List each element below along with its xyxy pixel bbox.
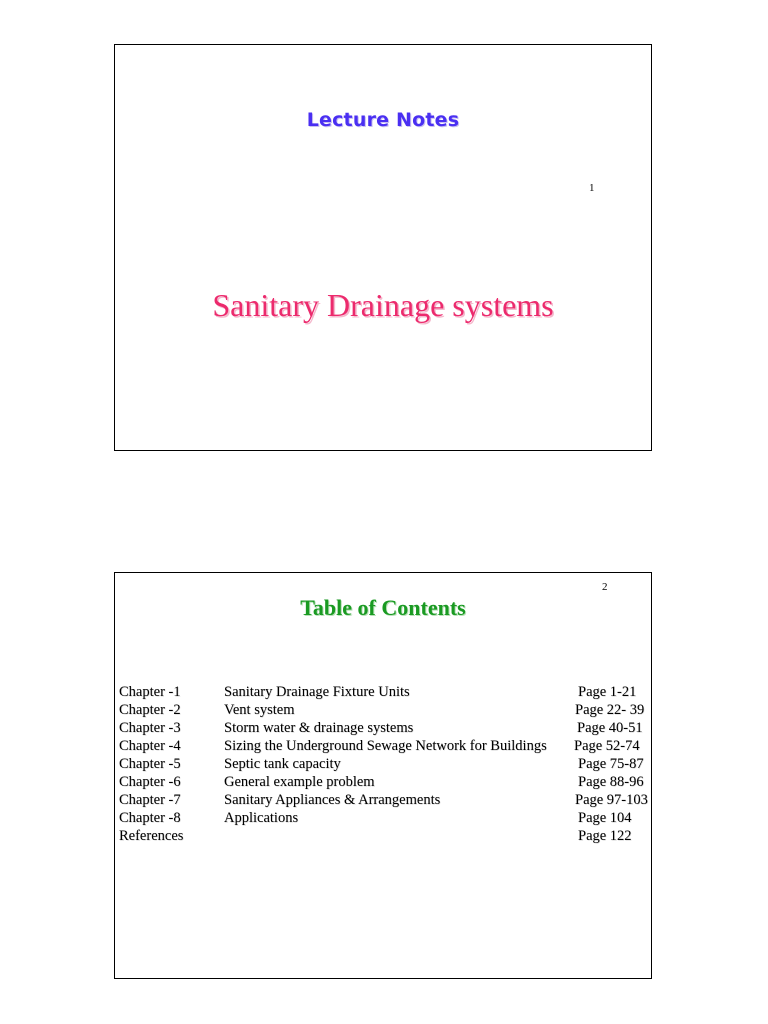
slide-table-of-contents: [114, 572, 652, 979]
toc-topic: General example problem: [224, 774, 375, 790]
toc-row: [119, 792, 649, 810]
toc-row: [119, 810, 649, 828]
toc-row: [119, 720, 649, 738]
toc-page: Page 88-96: [578, 774, 644, 790]
toc-chapter: Chapter -6: [119, 774, 181, 790]
document-title: Sanitary Drainage systems: [212, 287, 554, 323]
toc-page: Page 1-21: [578, 684, 637, 700]
toc-page: Page 122: [578, 828, 632, 844]
toc-page: Page 52-74: [574, 738, 640, 754]
toc-topic: Applications: [224, 810, 299, 826]
toc-row: [119, 756, 649, 774]
toc-page: Page 104: [578, 810, 632, 826]
toc-row: [119, 684, 649, 702]
toc-topic: Vent system: [224, 702, 295, 718]
toc-chapter: Chapter -5: [119, 756, 181, 772]
toc-page: Page 22- 39: [575, 702, 645, 718]
toc-chapter: Chapter -4: [119, 738, 181, 754]
toc-list: [119, 684, 649, 846]
toc-heading: Table of Contents: [300, 595, 466, 620]
toc-page: Page 97-103: [575, 792, 648, 808]
toc-row: [119, 828, 649, 846]
toc-chapter: Chapter -3: [119, 720, 181, 736]
toc-topic: Storm water & drainage systems: [224, 720, 414, 736]
toc-topic: Sizing the Underground Sewage Network for Buildings: [224, 738, 547, 754]
toc-page: Page 75-87: [578, 756, 644, 772]
slide-title: [114, 44, 652, 451]
toc-row: [119, 738, 649, 756]
toc-topic: Septic tank capacity: [224, 756, 341, 772]
toc-topic: Sanitary Drainage Fixture Units: [224, 684, 410, 700]
toc-row: [119, 774, 649, 792]
toc-chapter: Chapter -7: [119, 792, 181, 808]
toc-topic: Sanitary Appliances & Arrangements: [224, 792, 441, 808]
toc-chapter: Chapter -8: [119, 810, 181, 826]
page-number: 1: [589, 182, 595, 194]
slide-subtitle: Lecture Notes: [306, 109, 460, 131]
toc-chapter: Chapter -2: [119, 702, 181, 718]
toc-row: [119, 702, 649, 720]
page-number: 2: [602, 581, 608, 593]
toc-page: Page 40-51: [577, 720, 643, 736]
toc-chapter: Chapter -1: [119, 684, 181, 700]
toc-chapter: References: [119, 828, 184, 844]
